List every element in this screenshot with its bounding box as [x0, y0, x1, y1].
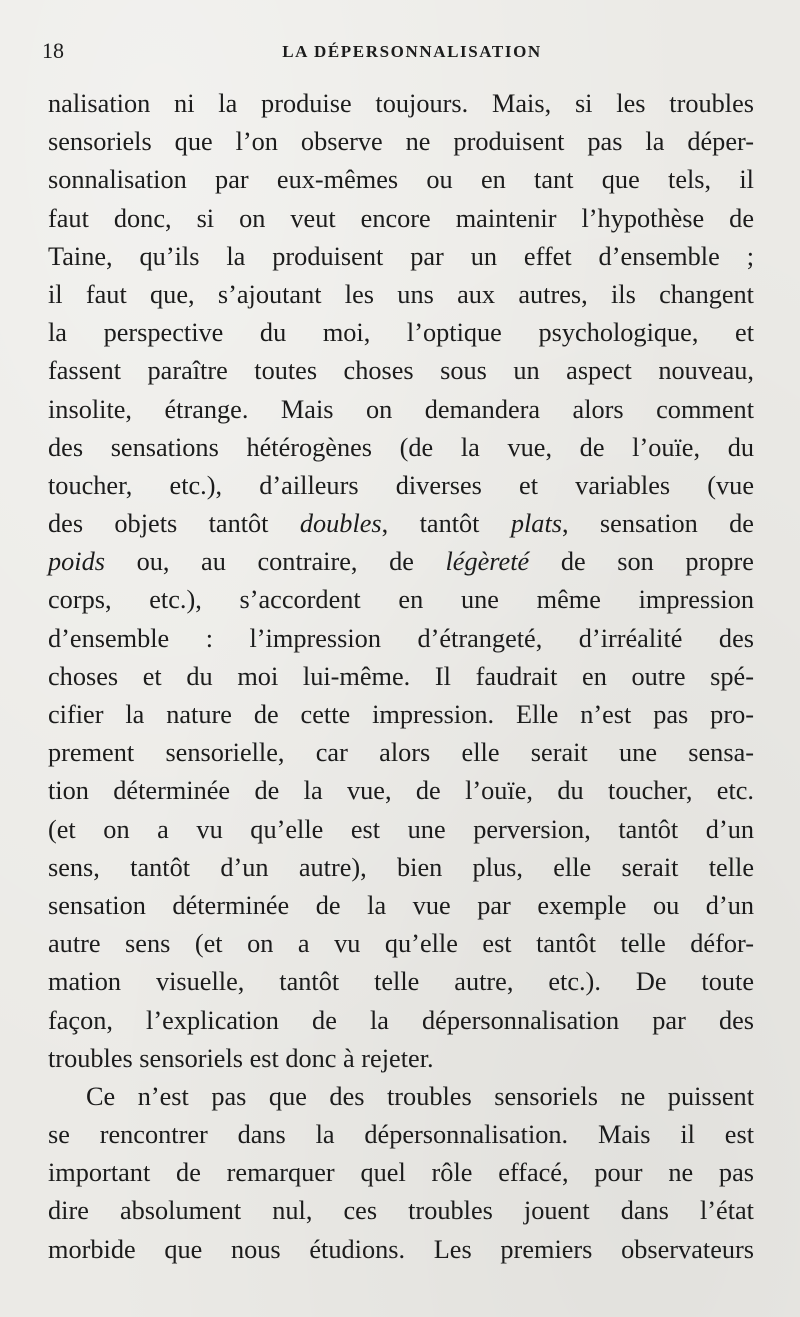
text-line [48, 620, 754, 658]
line-text: important de remarquer quel rôle effacé, pour ne pas [48, 1158, 754, 1188]
line-text: sonnalisation par eux-mêmes ou en tant que tels, il [48, 165, 754, 195]
text-line [48, 505, 754, 543]
line-text: toucher, etc.), d’ailleurs diverses et variables (vue [48, 470, 754, 500]
line-text: mation visuelle, tantôt telle autre, etc.). De toute [48, 967, 754, 997]
line-text: sens, tantôt d’un autre), bien plus, elle serait telle [48, 852, 754, 882]
text-line [48, 161, 754, 199]
text-line [48, 734, 754, 772]
text-line [48, 238, 754, 276]
line-text: corps, etc.), s’accordent en une même impression [48, 585, 754, 615]
text-line [48, 85, 754, 123]
line-text: il faut que, s’ajoutant les uns aux autres, ils changent [48, 279, 754, 309]
line-text: prement sensorielle, car alors elle serait une sensa- [48, 738, 754, 768]
line-text: Ce n’est pas que des troubles sensoriels ne puissent [86, 1081, 754, 1111]
text-line [48, 811, 754, 849]
text-line [48, 963, 754, 1001]
italic-text: plats [510, 509, 562, 539]
text-line [48, 467, 754, 505]
text-line [48, 543, 754, 581]
text-line [48, 429, 754, 467]
italic-text: légèreté [445, 547, 530, 577]
text-line [48, 1040, 754, 1078]
line-text: tion déterminée de la vue, de l’ouïe, du toucher, etc. [48, 776, 754, 806]
line-text: cifier la nature de cette impression. Elle n’est pas pro- [48, 700, 754, 729]
line-text: troubles sensoriels est donc à rejeter. [48, 1043, 434, 1073]
line-text: faut donc, si on veut encore maintenir l’hypothèse de [48, 203, 754, 233]
line-text: insolite, étrange. Mais on demandera alors comment [48, 394, 754, 424]
text-line [48, 772, 754, 810]
line-text: fassent paraître toutes choses sous un aspect nouveau, [48, 356, 754, 386]
line-text: nalisation ni la produise toujours. Mais, si les troubles [48, 89, 754, 118]
text-line [48, 1231, 754, 1269]
text-line [48, 849, 754, 887]
page-header [42, 38, 758, 68]
text-line [48, 1078, 754, 1116]
text-line [48, 123, 754, 161]
line-text: dire absolument nul, ces troubles jouent dans l’état [48, 1196, 754, 1226]
line-text: Taine, qu’ils la produisent par un effet d’ensemble ; [48, 241, 754, 271]
page-number: 18 [42, 38, 64, 63]
text-line [48, 887, 754, 925]
line-text: sensation déterminée de la vue par exemple ou d’un [48, 890, 754, 920]
line-text: façon, l’explication de la dépersonnalisation par des [48, 1005, 754, 1035]
line-text: , sensation de [562, 509, 754, 539]
line-text: des sensations hétérogènes (de la vue, de l’ouïe, du [48, 432, 754, 462]
line-text: autre sens (et on a vu qu’elle est tantôt telle défor- [48, 929, 754, 959]
line-text: morbide que nous étudions. Les premiers observateurs [48, 1234, 754, 1264]
text-line [48, 1192, 754, 1230]
running-head: LA DÉPERSONNALISATION [282, 42, 542, 61]
italic-text: poids [48, 547, 105, 577]
text-line [48, 581, 754, 619]
line-text: (et on a vu qu’elle est une perversion, tantôt d’un [48, 814, 754, 844]
text-line [48, 391, 754, 429]
body-text [48, 85, 754, 1269]
text-line [48, 276, 754, 314]
line-text: la perspective du moi, l’optique psychologique, et [48, 318, 754, 348]
line-text: des objets tantôt [48, 509, 300, 539]
line-text: , tantôt [381, 509, 511, 539]
text-line [48, 314, 754, 352]
text-line [48, 1002, 754, 1040]
text-line [48, 658, 754, 696]
line-text: ou, au contraire, de [105, 547, 446, 577]
text-line [48, 200, 754, 238]
line-text: choses et du moi lui-même. Il faudrait en outre spé- [48, 661, 754, 691]
text-line [48, 696, 754, 734]
line-text: sensoriels que l’on observe ne produisent pas la déper- [48, 127, 754, 157]
line-text: d’ensemble : l’impression d’étrangeté, d’irréalité des [48, 623, 754, 653]
line-text: se rencontrer dans la dépersonnalisation. Mais il est [48, 1120, 754, 1150]
line-text: de son propre [529, 547, 754, 577]
italic-text: doubles [299, 509, 382, 539]
text-line [48, 1154, 754, 1192]
text-line [48, 925, 754, 963]
text-line [48, 352, 754, 390]
text-line [48, 1116, 754, 1154]
